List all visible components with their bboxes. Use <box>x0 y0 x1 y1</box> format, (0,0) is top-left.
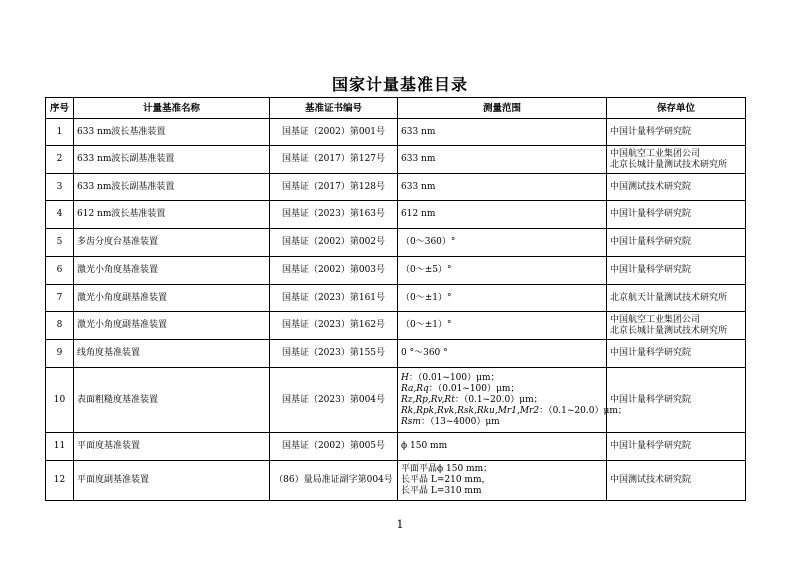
cell-cert: 国基证（2023）第004号 <box>270 368 398 433</box>
range-line: H：（0.01~100）μm； <box>401 372 500 383</box>
cell-no: 4 <box>46 201 74 229</box>
unit-line: 中国计量科学研究院 <box>610 265 692 275</box>
cell-unit <box>607 174 746 201</box>
cell-no: 7 <box>46 285 74 312</box>
table-row <box>46 433 746 461</box>
cell-cert: 国基证（2023）第155号 <box>270 340 398 368</box>
unit-line: 中国计量科学研究院 <box>610 126 692 137</box>
range-line: （0～360）° <box>401 237 456 247</box>
cell-name: 激光小角度基准装置 <box>74 257 270 285</box>
page-title: 国家计量基准目录 <box>331 75 468 94</box>
range-line: 633 nm <box>401 181 436 192</box>
cell-cert: （86）量局准证副字第004号 <box>270 461 398 501</box>
cell-name: 平面度副基准装置 <box>74 461 270 501</box>
range-line: 长平晶 L=210 mm， <box>401 475 491 485</box>
range-line: Rz,Rp,Rv,Rt：（0.1~20.0）μm； <box>401 394 543 405</box>
range-line: （0～±1）° <box>401 292 452 303</box>
cell-unit <box>607 312 746 340</box>
cell-no: 10 <box>46 368 74 433</box>
range-line: 0 °～360 ° <box>401 348 448 358</box>
cell-name: 633 nm波长副基准装置 <box>74 174 270 201</box>
table-row <box>46 146 746 174</box>
cell-unit <box>607 229 746 257</box>
table-row <box>46 312 746 340</box>
cell-no: 9 <box>46 340 74 368</box>
range-line: （0～±1）° <box>401 320 452 330</box>
cell-range <box>398 257 607 285</box>
cell-no: 11 <box>46 433 74 461</box>
unit-line: 中国计量科学研究院 <box>610 441 692 451</box>
range-line: 长平晶 L=310 mm <box>401 486 482 496</box>
cell-name: 激光小角度副基准装置 <box>74 312 270 340</box>
range-line: 612 nm <box>401 209 436 219</box>
cell-unit <box>607 433 746 461</box>
cell-cert: 国基证（2002）第003号 <box>270 257 398 285</box>
cell-unit <box>607 461 746 501</box>
unit-line: 北京长城计量测试技术研究所 <box>610 159 728 170</box>
cell-no: 5 <box>46 229 74 257</box>
cell-range <box>398 285 607 312</box>
table-row <box>46 229 746 257</box>
cell-cert: 国基证（2017）第128号 <box>270 174 398 201</box>
cell-no: 3 <box>46 174 74 201</box>
cell-no: 6 <box>46 257 74 285</box>
table-row <box>46 119 746 146</box>
cell-name: 表面粗糙度基准装置 <box>74 368 270 433</box>
unit-line: 中国计量科学研究院 <box>610 237 692 247</box>
table-row <box>46 368 746 433</box>
cell-range <box>398 119 607 146</box>
table-row <box>46 285 746 312</box>
unit-line: 中国航空工业集团公司 <box>610 314 701 325</box>
range-line: ϕ 150 mm <box>401 441 448 451</box>
cell-name: 多齿分度台基准装置 <box>74 229 270 257</box>
range-line: 633 nm <box>401 126 436 137</box>
range-line: Ra,Rq：（0.01~100）μm； <box>401 383 520 394</box>
cell-cert: 国基证（2002）第002号 <box>270 229 398 257</box>
table-header-row <box>46 98 746 119</box>
cell-no: 12 <box>46 461 74 501</box>
cell-unit <box>607 340 746 368</box>
cell-cert: 国基证（2002）第005号 <box>270 433 398 461</box>
range-line: （0～±5）° <box>401 265 452 275</box>
header-cert: 基准证书编号 <box>270 98 398 119</box>
cell-unit <box>607 285 746 312</box>
cell-range <box>398 174 607 201</box>
table-row <box>46 461 746 501</box>
cell-range <box>398 201 607 229</box>
unit-line: 北京长城计量测试技术研究所 <box>610 325 728 336</box>
cell-range <box>398 368 627 433</box>
header-range: 测量范围 <box>398 98 607 119</box>
header-no: 序号 <box>46 98 74 119</box>
cell-name: 633 nm波长副基准装置 <box>74 146 270 174</box>
cell-name: 612 nm波长基准装置 <box>74 201 270 229</box>
header-name: 计量基准名称 <box>74 98 270 119</box>
range-line: Rsm：（13~4000）μm <box>401 416 500 427</box>
cell-range <box>398 146 607 174</box>
cell-name: 633 nm波长基准装置 <box>74 119 270 146</box>
range-line: 633 nm <box>401 154 436 164</box>
unit-line: 中国测试技术研究院 <box>610 475 692 485</box>
unit-line: 中国测试技术研究院 <box>610 181 692 192</box>
cell-name: 线角度基准装置 <box>74 340 270 368</box>
cell-unit <box>607 119 746 146</box>
page-number: 1 <box>396 518 404 531</box>
range-line: Rk,Rpk,Rvk,Rsk,Rku,Mr1,Mr2：（0.1~20.0）μm； <box>401 405 627 416</box>
cell-range <box>398 433 607 461</box>
cell-name: 激光小角度副基准装置 <box>74 285 270 312</box>
cell-cert: 国基证（2023）第162号 <box>270 312 398 340</box>
cell-unit <box>607 257 746 285</box>
cell-range <box>398 229 607 257</box>
cell-no: 2 <box>46 146 74 174</box>
unit-line: 中国航空工业集团公司 <box>610 148 701 159</box>
cell-unit <box>607 146 746 174</box>
cell-cert: 国基证（2017）第127号 <box>270 146 398 174</box>
cell-cert: 国基证（2023）第163号 <box>270 201 398 229</box>
unit-line: 中国计量科学研究院 <box>610 394 692 405</box>
cell-range <box>398 461 607 501</box>
cell-cert: 国基证（2002）第001号 <box>270 119 398 146</box>
cell-no: 1 <box>46 119 74 146</box>
cell-no: 8 <box>46 312 74 340</box>
unit-line: 中国计量科学研究院 <box>610 348 692 358</box>
cell-cert: 国基证（2023）第161号 <box>270 285 398 312</box>
cell-unit <box>607 368 746 433</box>
cell-range <box>398 312 607 340</box>
unit-line: 北京航天计量测试技术研究所 <box>610 292 728 303</box>
range-line: 平面平晶ϕ 150 mm； <box>401 464 493 474</box>
table-row <box>46 257 746 285</box>
unit-line: 中国计量科学研究院 <box>610 209 692 219</box>
cell-range <box>398 340 607 368</box>
table-row <box>46 340 746 368</box>
table-row <box>46 174 746 201</box>
cell-name: 平面度基准装置 <box>74 433 270 461</box>
cell-unit <box>607 201 746 229</box>
table-row <box>46 201 746 229</box>
standards-table <box>45 97 746 501</box>
header-unit: 保存单位 <box>607 98 746 119</box>
